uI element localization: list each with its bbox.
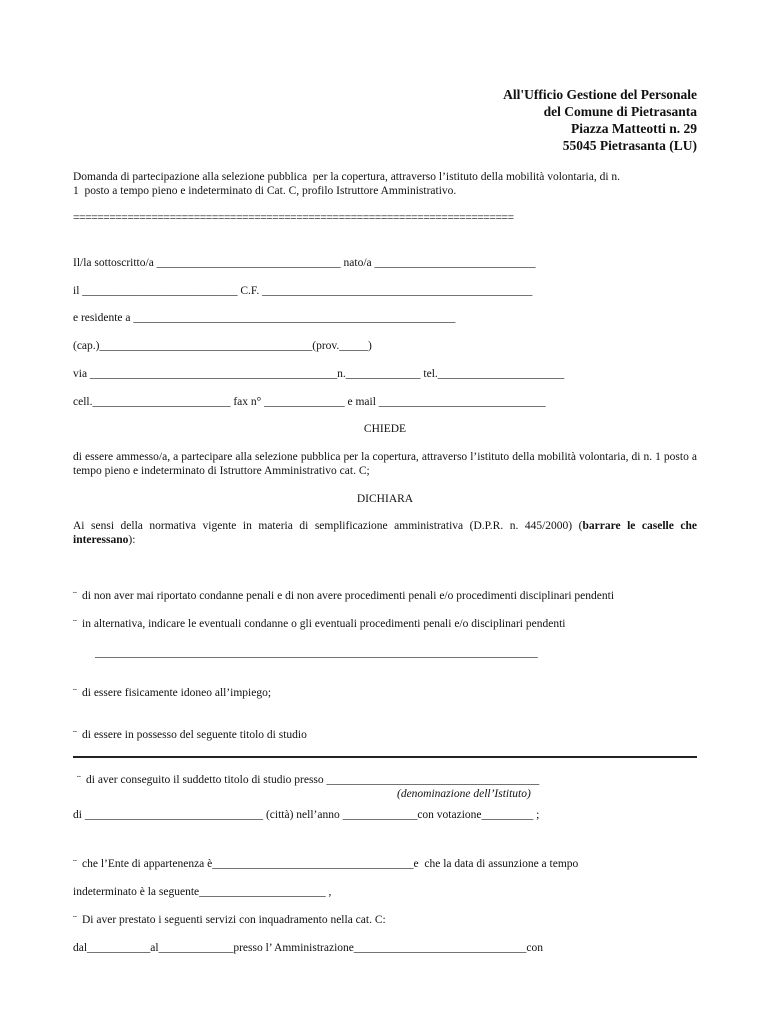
recipient-office: All'Ufficio Gestione del Personale [503,87,697,102]
dichiara-intro [73,519,697,547]
field-residente: e residente a ________________________________________________________ [73,312,456,324]
field-cap-prov: (cap.)_____________________________________(prov._____) [73,340,372,352]
checkbox-mark[interactable]: ¨ [73,590,77,602]
item-servizi-text: Di aver prestato i seguenti servizi con inquadramento nella cat. C: [82,914,386,926]
item-condanne [73,589,614,603]
dichiara-intro-bold-2: che interessano [73,520,697,546]
istituto-note: (denominazione dell’Istituto) [397,788,531,800]
checkbox-mark[interactable]: ¨ [77,774,81,786]
alternativa-fill-line: _____________________________________________________________________________ [95,647,538,659]
item-alternativa [73,617,565,631]
item-ente-text: che l’Ente di appartenenza è___________________________________e che la data di assunzione a tempo [82,858,579,870]
intro-line-2: 1 posto a tempo pieno e indeterminato di Cat. C, profilo Istruttore Amministrativo. [73,185,457,197]
chiede-heading: CHIEDE [363,423,407,435]
checkbox-mark[interactable]: ¨ [73,729,77,741]
item-ente [73,857,578,871]
field-dal-al: dal___________al_____________presso l’ Amministrazione______________________________con [73,942,543,954]
recipient-street: Piazza Matteotti n. 29 [571,121,697,136]
item-servizi [73,913,386,927]
recipient-city: 55045 Pietrasanta (LU) [562,138,697,153]
recipient-municipality: del Comune di Pietrasanta [543,104,697,119]
checkbox-mark[interactable]: ¨ [73,858,77,870]
dichiara-intro-text: Ai sensi della normativa vigente in materia di semplificazione amministrativa (D.P.R. n. 445/2000) ( [73,520,583,532]
separator: ========================================================================= [73,212,514,224]
checkbox-mark[interactable]: ¨ [73,618,77,630]
field-indeterminato: indeterminato è la seguente______________________ , [73,886,332,898]
item-idoneo [73,686,271,700]
checkbox-mark[interactable]: ¨ [73,687,77,699]
chiede-text: di essere ammesso/a, a partecipare alla selezione pubblica per la copertura, attraverso l’istituto della mobilità volontaria, di n. 1 posto a tempo pieno e indeterminato di Istruttore Amministrativo cat. C; [73,451,697,477]
item-titolo [73,728,307,742]
field-citta-anno: di _______________________________ (città) nell’anno _____________con votazione_________ ; [73,809,540,821]
item-conseguito-text: di aver conseguito il suddetto titolo di studio presso _____________________________________ [86,774,540,786]
item-conseguito [77,773,539,787]
field-via-tel: via ___________________________________________n._____________ tel.______________________ [73,368,565,380]
checkbox-mark[interactable]: ¨ [73,914,77,926]
dichiara-heading: DICHIARA [356,493,414,505]
item-titolo-text: di essere in possesso del seguente titolo di studio [82,729,307,741]
field-date-cf: il ___________________________ C.F. _______________________________________________ [73,285,533,297]
item-condanne-text: di non aver mai riportato condanne penali e di non avere procedimenti penali e/o procedimenti disciplinari pendenti [82,590,615,602]
item-idoneo-text: di essere fisicamente idoneo all’impiego; [82,687,272,699]
item-alternativa-text: in alternativa, indicare le eventuali condanne o gli eventuali procedimenti penali e/o disciplinari pendenti [82,618,566,630]
dichiara-intro-end: ): [128,534,136,546]
field-sottoscritto: Il/la sottoscritto/a ________________________________ nato/a ____________________________ [73,257,536,269]
intro-line-1: Domanda di partecipazione alla selezione pubblica per la copertura, attraverso l’istituto della mobilità volontaria, di n. [73,171,621,183]
field-cell-fax-email: cell.________________________ fax n° ______________ e mail _____________________________ [73,396,546,408]
horizontal-rule [73,756,697,758]
dichiara-intro-bold-1: barrare le caselle [582,520,674,532]
